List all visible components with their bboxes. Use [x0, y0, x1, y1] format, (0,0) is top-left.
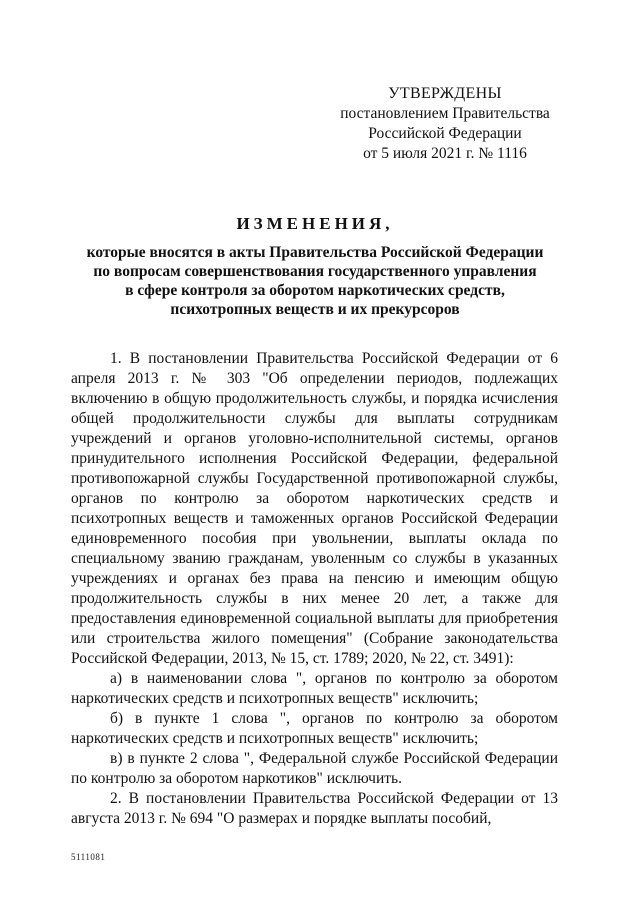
paragraph-1b: б) в пункте 1 слова ", органов по контролю за оборотом наркотических средств и психотропных веществ" исключить;	[71, 710, 558, 747]
subtitle-line: которые вносятся в акты Правительства Российской Федерации	[86, 244, 544, 261]
document-code: 5111081	[71, 852, 106, 862]
document-subtitle	[70, 243, 560, 319]
document-body	[71, 349, 558, 829]
document-title: ИЗМЕНЕНИЯ,	[236, 214, 394, 233]
approval-line-2: Российской Федерации	[368, 125, 522, 142]
approval-stamp	[330, 84, 560, 164]
subtitle-line: по вопросам совершенствования государственного управления	[93, 263, 537, 280]
approval-title: УТВЕРЖДЕНЫ	[388, 85, 502, 102]
subtitle-line: в сфере контроля за оборотом наркотических средств,	[125, 282, 505, 299]
subtitle-line: психотропных веществ и их прекурсоров	[170, 301, 460, 318]
paragraph-2: 2. В постановлении Правительства Российской Федерации от 13 августа 2013 г. № 694 "О размерах и порядке выплаты пособий,	[71, 790, 558, 827]
paragraph-1c: в) в пункте 2 слова ", Федеральной службе Российской Федерации по контролю за оборотом наркотиков" исключить.	[71, 750, 558, 787]
paragraph-1: 1. В постановлении Правительства Российской Федерации от 6 апреля 2013 г. № 303 "Об определении периодов, подлежащих включению в общую продолжительность службы, и порядка исчисления общей продолжительности службы для выплаты сотрудникам учреждений и органов уголовно-исполнительной системы, органов принудительного исполнения Российской Федерации, федеральной противопожарной службы Государственной противопожарной службы, органов по контролю за оборотом наркотических средств и психотропных веществ и таможенных органов Российской Федерации единовременного пособия при увольнении, выплаты оклада по специальному званию гражданам, уволенным со службы в указанных учреждениях и органах без права на пенсию и имеющим общую продолжительность службы в них менее 20 лет, а также для предоставления единовременной социальной выплаты для приобретения или строительства жилого помещения" (Собрание законодательства Российской Федерации, 2013, № 15, ст. 1789; 2020, № 22, ст. 3491):	[71, 350, 558, 667]
document-heading	[70, 213, 560, 319]
paragraph-1a: а) в наименовании слова ", органов по контролю за оборотом наркотических средств и психотропных веществ" исключить;	[71, 670, 558, 707]
approval-line-3: от 5 июля 2021 г. № 1116	[363, 145, 527, 162]
approval-line-1: постановлением Правительства	[340, 105, 550, 122]
